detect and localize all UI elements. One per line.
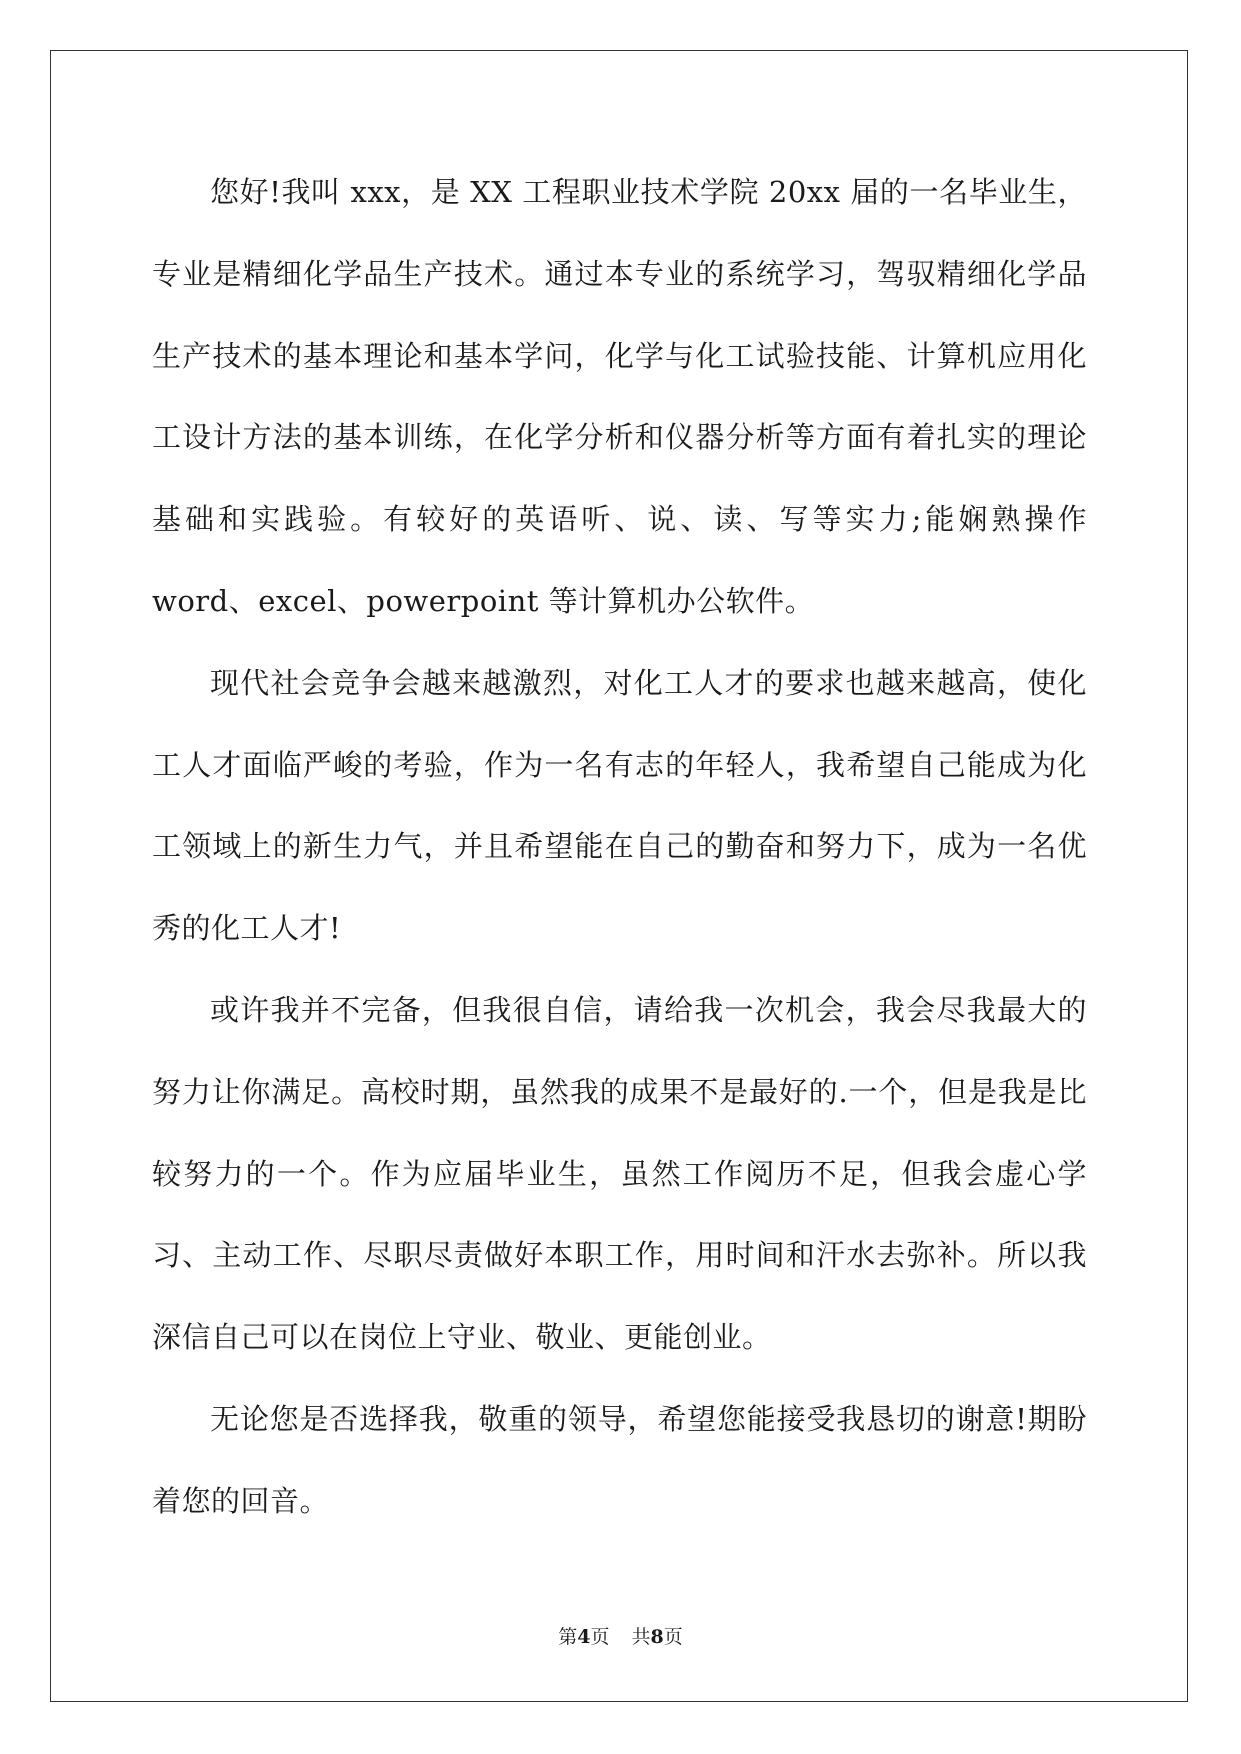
total-page-count: 8 — [650, 1626, 664, 1648]
page-number-footer — [0, 1625, 1241, 1649]
letter-body — [152, 152, 1087, 1543]
page-prefix: 第 — [558, 1626, 578, 1648]
paragraph-self-introduction: 您好!我叫 xxx，是 XX 工程职业技术学院 20xx 届的一名毕业生，专业是精细化学品生产技术。通过本专业的系统学习，驾驭精细化学品生产技术的基本理论和基本学问，化学与化工试验技能、计算机应用化工设计方法的基本训练，在化学分析和仪器分析等方面有着扎实的理论基础和实践验。有较好的英语听、说、读、写等实力;能娴熟操作 word、excel、powerpoint 等计算机办公软件。 — [152, 175, 1087, 618]
paragraph-request-opportunity: 或许我并不完备，但我很自信，请给我一次机会，我会尽我最大的努力让你满足。高校时期，虽然我的成果不是最好的.一个，但是我是比较努力的一个。作为应届毕业生，虽然工作阅历不足，但我会虚心学习、主动工作、尽职尽责做好本职工作，用时间和汗水去弥补。所以我深信自己可以在岗位上守业、敬业、更能创业。 — [152, 992, 1087, 1355]
current-page-number: 4 — [577, 1626, 591, 1648]
page-suffix: 页 — [590, 1626, 610, 1648]
paragraph-closing: 无论您是否选择我，敬重的领导，希望您能接受我恳切的谢意!期盼着您的回音。 — [152, 1401, 1087, 1518]
total-suffix: 页 — [663, 1626, 683, 1648]
paragraph-aspiration: 现代社会竞争会越来越激烈，对化工人才的要求也越来越高，使化工人才面临严峻的考验，作为一名有志的年轻人，我希望自己能成为化工领域上的新生力气，并且希望能在自己的勤奋和努力下，成为一名优秀的化工人才! — [152, 665, 1087, 946]
total-prefix: 共 — [631, 1626, 651, 1648]
